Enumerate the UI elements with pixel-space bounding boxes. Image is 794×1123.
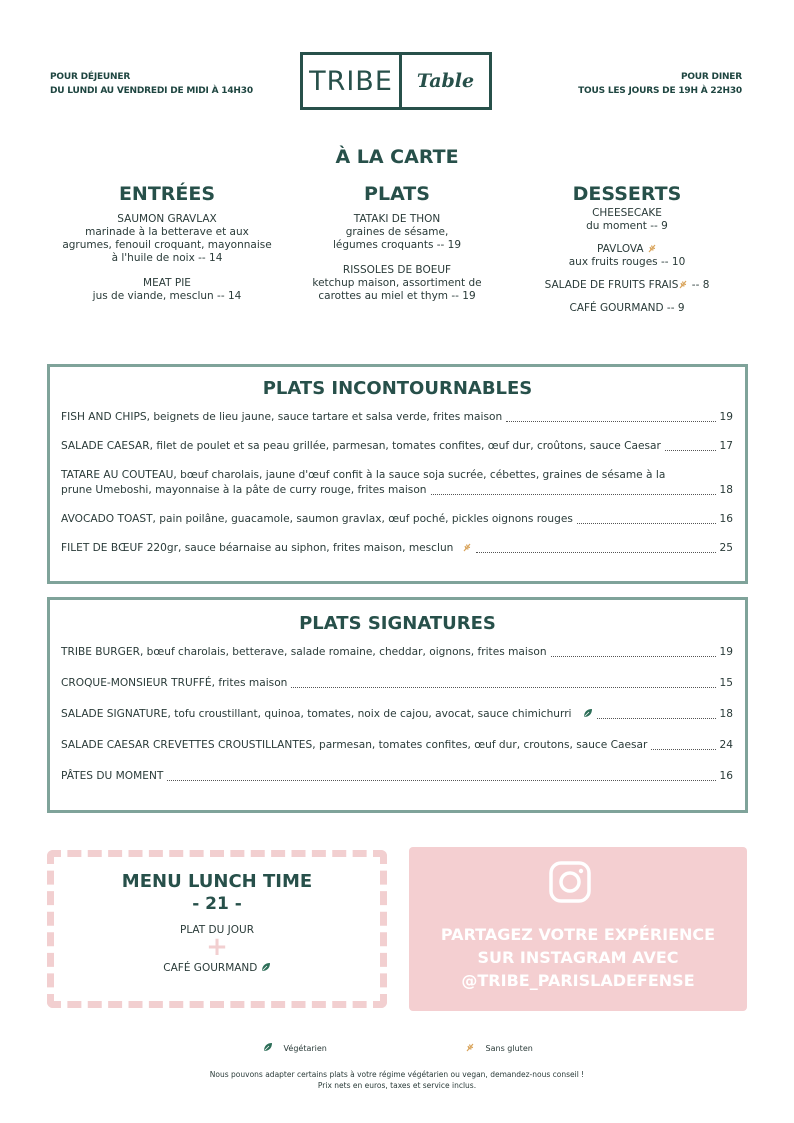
lunch-item-cafe	[54, 962, 380, 974]
row-desc: , parmesan, tomates confites, œuf dur, croutons, sauce Caesar	[312, 739, 648, 751]
gluten-free-icon	[647, 243, 657, 253]
dot-leader	[431, 494, 716, 495]
dot-leader	[597, 718, 716, 719]
dot-leader	[291, 687, 715, 688]
lunch-hours-detail: DU LUNDI AU VENDREDI DE MIDI À 14H30	[50, 86, 253, 96]
lunch-title: MENU LUNCH TIME	[121, 871, 313, 892]
dot-leader	[577, 523, 716, 524]
footer-line: Prix nets en euros, taxes et service inclus.	[317, 1081, 477, 1090]
lunch-hours-title: POUR DÉJEUNER	[50, 72, 131, 82]
vegetarian-leaf-icon	[583, 708, 593, 718]
menu-row	[50, 676, 745, 691]
footer-line: Nous pouvons adapter certains plats à votre régime végétarien ou vegan, demandez-nous conseil !	[209, 1070, 585, 1079]
row-name: SALADE CAESAR CREVETTES CROUSTILLANTES	[61, 739, 313, 751]
row-desc: prune Umeboshi, mayonnaise à la pâte de curry rouge, frites maison	[61, 484, 427, 496]
row-desc: , frites maison	[211, 677, 288, 689]
incontournables-box	[47, 364, 748, 584]
menu-row	[50, 738, 745, 753]
dish-name: CAFÉ GOURMAND -- 9	[569, 302, 685, 314]
dinner-hours-detail: TOUS LES JOURS DE 19H À 22H30	[578, 86, 742, 96]
row-desc: , bœuf charolais, betterave, salade romaine, cheddar, oignons, frites maison	[139, 646, 547, 658]
menu-row	[50, 512, 745, 527]
instagram-handle[interactable]: @TRIBE_PARISLADEFENSE	[461, 971, 695, 990]
desserts-title: DESSERTS	[572, 183, 682, 205]
instagram-line: SUR INSTAGRAM AVEC	[477, 948, 679, 967]
incontournables-title: PLATS INCONTOURNABLES	[262, 378, 533, 399]
footer-note	[0, 1069, 794, 1091]
dish-name: CHEESECAKE	[592, 207, 662, 219]
menu-row	[50, 645, 745, 660]
entrees-title: ENTRÉES	[118, 183, 216, 205]
row-name: SALADE SIGNATURE	[61, 708, 168, 720]
row-name: FISH AND CHIPS	[61, 411, 147, 423]
dish-name: SALADE DE FRUITS FRAIS	[544, 279, 679, 291]
dish-desc: du moment -- 9	[586, 220, 668, 232]
dish-desc: légumes croquants -- 19	[332, 239, 462, 251]
row-name: FILET DE BŒUF	[61, 542, 144, 554]
dish-meat-pie	[52, 277, 282, 303]
plats-title: PLATS	[364, 183, 430, 205]
dinner-hours-title: POUR DINER	[680, 72, 742, 82]
menu-row-line1	[50, 468, 745, 483]
row-price: 18	[719, 484, 733, 496]
dish-desc: marinade à la betterave et aux	[85, 226, 249, 238]
dot-leader	[476, 552, 716, 553]
dot-leader	[551, 656, 716, 657]
legend-vegetarian	[263, 1042, 327, 1053]
row-price: 15	[719, 677, 733, 689]
entrees-column	[52, 183, 282, 312]
logo	[300, 52, 492, 110]
signatures-title: PLATS SIGNATURES	[299, 613, 496, 634]
dot-leader	[651, 749, 715, 750]
dish-rissoles	[282, 264, 512, 303]
menu-row	[50, 439, 745, 454]
row-name: TATARE AU COUTEAU	[61, 469, 174, 481]
lunch-menu-box	[47, 850, 387, 1008]
dish-desc: ketchup maison, assortiment de	[312, 277, 482, 289]
dish-desc: aux fruits rouges -- 10	[568, 256, 686, 268]
dish-desc: carottes au miel et thym -- 19	[318, 290, 476, 302]
row-price: 25	[719, 542, 733, 554]
menu-row	[50, 769, 745, 784]
logo-table: Table	[416, 70, 475, 92]
carte-title: À LA CARTE	[335, 146, 459, 168]
dish-salade-fruits	[512, 279, 742, 292]
dish-tataki	[282, 213, 512, 252]
vegetarian-leaf-icon	[263, 1042, 273, 1052]
legend-gluten-free	[465, 1042, 533, 1053]
logo-tribe: TRIBE	[303, 55, 402, 107]
instagram-line: PARTAGEZ VOTRE EXPÉRIENCE	[440, 925, 716, 944]
row-name: SALADE CAESAR	[61, 440, 150, 452]
dish-saumon-gravlax	[52, 213, 282, 265]
dish-name: SAUMON GRAVLAX	[117, 213, 217, 225]
row-price: 17	[719, 440, 733, 452]
dot-leader	[665, 450, 716, 451]
dish-cafe-gourmand	[512, 302, 742, 315]
plats-column	[282, 183, 512, 312]
dish-price: -- 8	[691, 279, 710, 291]
dish-name: MEAT PIE	[143, 277, 191, 289]
legend-vegetarian-label: Végétarien	[283, 1044, 327, 1053]
row-name: TRIBE BURGER	[61, 646, 140, 658]
menu-row	[50, 410, 745, 425]
legend-gluten-free-label: Sans gluten	[485, 1044, 533, 1053]
row-desc: , bœuf charolais, jaune d'œuf confit à la sauce soja sucrée, cébettes, graines de sésame à la	[173, 469, 666, 481]
lunch-hours	[50, 70, 253, 98]
row-price: 19	[719, 411, 733, 423]
dot-leader	[167, 780, 715, 781]
gluten-free-icon	[465, 1042, 475, 1052]
dish-name: PAVLOVA	[597, 243, 644, 255]
instagram-text	[409, 923, 747, 992]
gluten-free-icon	[462, 542, 472, 552]
dish-name: RISSOLES DE BOEUF	[342, 264, 452, 276]
row-desc: , tofu croustillant, quinoa, tomates, noix de cajou, avocat, sauce chimichurri	[167, 708, 572, 720]
row-name: PÂTES DU MOMENT	[61, 770, 164, 782]
lunch-item-cafe-label: CAFÉ GOURMAND	[163, 962, 258, 974]
desserts-column	[512, 183, 742, 324]
row-desc: , beignets de lieu jaune, sauce tartare et salsa verde, frites maison	[146, 411, 503, 423]
row-desc: , filet de poulet et sa peau grillée, parmesan, tomates confites, œuf dur, croûtons, sauce Caesar	[149, 440, 661, 452]
row-price: 19	[719, 646, 733, 658]
dot-leader	[506, 421, 715, 422]
dinner-hours	[578, 70, 742, 98]
row-name: CROQUE-MONSIEUR TRUFFÉ	[61, 677, 212, 689]
dish-pavlova	[512, 243, 742, 269]
row-name: AVOCADO TOAST	[61, 513, 153, 525]
signatures-box	[47, 597, 748, 813]
dish-desc: à l'huile de noix -- 14	[111, 252, 223, 264]
row-price: 24	[719, 739, 733, 751]
lunch-price: - 21 -	[192, 894, 242, 914]
row-price: 18	[719, 708, 733, 720]
gluten-free-icon	[678, 279, 688, 289]
row-price: 16	[719, 770, 733, 782]
dish-desc: jus de viande, mesclun -- 14	[92, 290, 242, 302]
lunch-item-plat: PLAT DU JOUR	[180, 924, 254, 936]
plus-icon: +	[206, 932, 228, 962]
dish-desc: agrumes, fenouil croquant, mayonnaise	[62, 239, 272, 251]
menu-row	[50, 707, 745, 722]
row-price: 16	[719, 513, 733, 525]
instagram-box	[409, 847, 747, 1011]
row-desc: , pain poilâne, guacamole, saumon gravlax, œuf poché, pickles oignons rouges	[152, 513, 573, 525]
instagram-icon[interactable]	[549, 861, 591, 903]
vegetarian-leaf-icon	[261, 962, 271, 972]
row-desc: 220gr, sauce béarnaise au siphon, frites maison, mesclun	[143, 542, 454, 554]
dish-cheesecake	[512, 207, 742, 233]
menu-row	[50, 483, 745, 498]
menu-row	[50, 541, 745, 556]
dish-desc: graines de sésame,	[345, 226, 449, 238]
dish-name: TATAKI DE THON	[353, 213, 441, 225]
